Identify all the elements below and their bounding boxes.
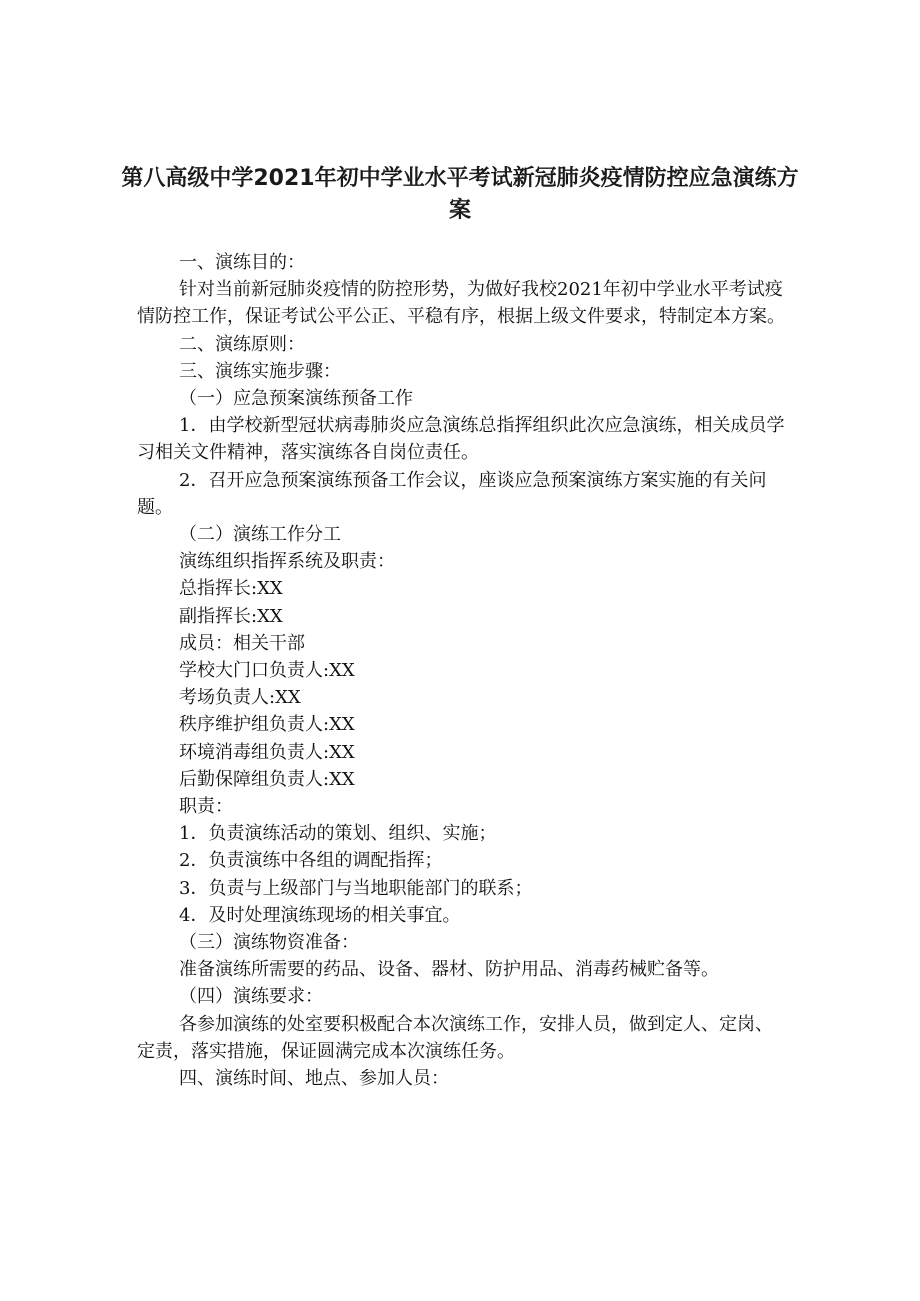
paragraph: 成员：相关干部 [179, 632, 305, 654]
paragraph: 总指挥长:XX [179, 578, 283, 600]
paragraph: （三）演练物资准备： [179, 932, 359, 954]
paragraph: （四）演练要求： [179, 986, 323, 1008]
paragraph: 环境消毒组负责人:XX [179, 741, 355, 763]
paragraph: （一）应急预案演练预备工作 [179, 388, 413, 410]
paragraph: 4．及时处理演练现场的相关事宜。 [179, 904, 461, 926]
document-title: 第八高级中学2021年初中学业水平考试新冠肺炎疫情防控应急演练方案 [121, 166, 799, 223]
document-body [137, 249, 787, 1092]
paragraph: 考场负责人:XX [179, 687, 301, 709]
paragraph: 2．负责演练中各组的调配指挥； [179, 850, 443, 872]
paragraph: （二）演练工作分工 [179, 524, 341, 546]
paragraph: 2．召开应急预案演练预备工作会议，座谈应急预案演练方案实施的有关问题。 [137, 469, 767, 518]
paragraph: 各参加演练的处室要积极配合本次演练工作，安排人员，做到定人、定岗、定责，落实措施，保证圆满完成本次演练任务。 [137, 1013, 773, 1062]
paragraph: 针对当前新冠肺炎疫情的防控形势，为做好我校2021年初中学业水平考试疫情防控工作，保证考试公平公正、平稳有序，根据上级文件要求，特制定本方案。 [137, 279, 785, 328]
paragraph: 秩序维护组负责人:XX [179, 714, 355, 736]
paragraph: 3．负责与上级部门与当地职能部门的联系； [179, 877, 533, 899]
paragraph: 1．由学校新型冠状病毒肺炎应急演练总指挥组织此次应急演练，相关成员学习相关文件精神，落实演练各自岗位责任。 [137, 415, 785, 464]
paragraph: 四、演练时间、地点、参加人员： [179, 1068, 449, 1090]
paragraph: 准备演练所需要的药品、设备、器材、防护用品、消毒药械贮备等。 [179, 959, 719, 981]
paragraph: 演练组织指挥系统及职责： [179, 551, 395, 573]
paragraph: 二、演练原则： [179, 333, 305, 355]
paragraph: 1．负责演练活动的策划、组织、实施； [179, 823, 497, 845]
paragraph: 一、演练目的： [179, 252, 305, 273]
paragraph: 职责： [179, 796, 233, 818]
paragraph: 副指挥长:XX [179, 605, 283, 627]
paragraph: 三、演练实施步骤： [179, 360, 341, 382]
paragraph: 后勤保障组负责人:XX [179, 768, 355, 790]
paragraph: 学校大门口负责人:XX [179, 660, 355, 682]
